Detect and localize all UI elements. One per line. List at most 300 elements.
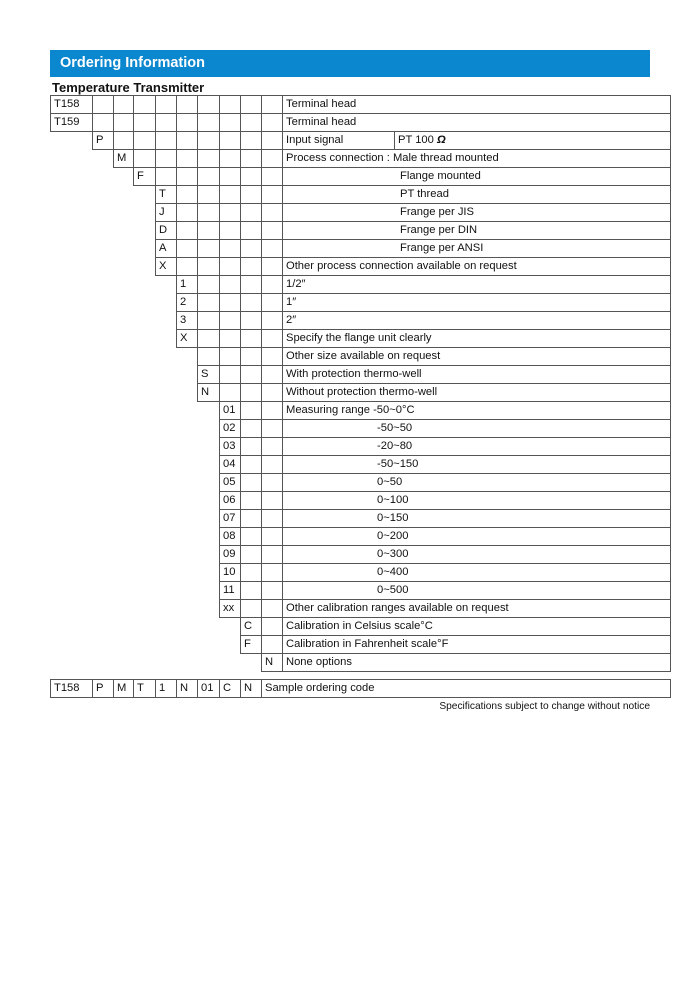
description-cell: Process connection : Male thread mounted [283, 150, 671, 168]
empty-cell [262, 564, 283, 582]
empty-cell [51, 348, 93, 366]
empty-cell [134, 222, 156, 240]
code-cell: N [198, 384, 220, 402]
empty-cell [198, 258, 220, 276]
empty-cell [51, 132, 93, 150]
empty-cell [198, 294, 220, 312]
empty-cell [241, 330, 262, 348]
empty-cell [134, 114, 156, 132]
empty-cell [93, 96, 114, 114]
empty-cell [156, 564, 177, 582]
empty-cell [134, 456, 156, 474]
empty-cell [262, 204, 283, 222]
empty-cell [156, 618, 177, 636]
empty-cell [177, 474, 198, 492]
empty-cell [241, 150, 262, 168]
description-cell: Measuring range -50~0°C [283, 402, 671, 420]
empty-cell [220, 258, 241, 276]
description-cell: 0~200 [283, 528, 671, 546]
empty-cell [51, 240, 93, 258]
empty-cell [51, 150, 93, 168]
empty-cell [114, 168, 134, 186]
sample-code-table [50, 679, 671, 698]
empty-cell [93, 330, 114, 348]
description-cell: Frange per DIN [283, 222, 671, 240]
empty-cell [177, 618, 198, 636]
empty-cell [114, 114, 134, 132]
empty-cell [93, 600, 114, 618]
empty-cell [262, 582, 283, 600]
empty-cell [51, 546, 93, 564]
empty-cell [198, 564, 220, 582]
table-row [51, 204, 671, 222]
empty-cell [177, 96, 198, 114]
empty-cell [262, 114, 283, 132]
empty-cell [114, 204, 134, 222]
empty-cell [241, 240, 262, 258]
empty-cell [134, 636, 156, 654]
sample-code-cell: N [177, 680, 198, 698]
empty-cell [241, 186, 262, 204]
empty-cell [241, 582, 262, 600]
empty-cell [262, 402, 283, 420]
description-cell: -50~150 [283, 456, 671, 474]
code-cell: 06 [220, 492, 241, 510]
section-banner [50, 50, 650, 77]
empty-cell [134, 510, 156, 528]
empty-cell [241, 222, 262, 240]
table-row [51, 348, 671, 366]
empty-cell [93, 654, 114, 672]
table-row [51, 546, 671, 564]
empty-cell [177, 420, 198, 438]
code-cell: 05 [220, 474, 241, 492]
empty-cell [114, 456, 134, 474]
empty-cell [177, 438, 198, 456]
empty-cell [262, 276, 283, 294]
empty-cell [241, 564, 262, 582]
empty-cell [93, 258, 114, 276]
empty-cell [177, 402, 198, 420]
empty-cell [220, 132, 241, 150]
empty-cell [241, 114, 262, 132]
empty-cell [51, 186, 93, 204]
empty-cell [262, 636, 283, 654]
empty-cell [198, 618, 220, 636]
empty-cell [156, 546, 177, 564]
empty-cell [156, 510, 177, 528]
empty-cell [114, 420, 134, 438]
empty-cell [51, 222, 93, 240]
empty-cell [51, 366, 93, 384]
table-row [51, 438, 671, 456]
table-row [51, 366, 671, 384]
code-cell: 3 [177, 312, 198, 330]
empty-cell [114, 492, 134, 510]
empty-cell [134, 150, 156, 168]
description-cell: Other process connection available on request [283, 258, 671, 276]
empty-cell [198, 222, 220, 240]
empty-cell [241, 312, 262, 330]
empty-cell [241, 456, 262, 474]
empty-cell [156, 420, 177, 438]
empty-cell [93, 438, 114, 456]
table-row [51, 600, 671, 618]
empty-cell [93, 348, 114, 366]
empty-cell [262, 294, 283, 312]
code-cell: A [156, 240, 177, 258]
code-cell: F [134, 168, 156, 186]
empty-cell [241, 546, 262, 564]
empty-cell [93, 186, 114, 204]
empty-cell [156, 456, 177, 474]
empty-cell [134, 420, 156, 438]
empty-cell [198, 276, 220, 294]
table-row [51, 456, 671, 474]
empty-cell [134, 474, 156, 492]
empty-cell [198, 654, 220, 672]
empty-cell [198, 438, 220, 456]
empty-cell [134, 582, 156, 600]
empty-cell [51, 600, 93, 618]
empty-cell [262, 438, 283, 456]
empty-cell [114, 564, 134, 582]
table-row [51, 258, 671, 276]
empty-cell [241, 510, 262, 528]
empty-cell [198, 240, 220, 258]
empty-cell [220, 150, 241, 168]
empty-cell [220, 618, 241, 636]
table-row [51, 312, 671, 330]
empty-cell [177, 348, 198, 366]
empty-cell [177, 564, 198, 582]
empty-cell [51, 330, 93, 348]
empty-cell [262, 600, 283, 618]
empty-cell [93, 114, 114, 132]
description-cell: Terminal head [283, 114, 671, 132]
empty-cell [93, 546, 114, 564]
empty-cell [220, 294, 241, 312]
empty-cell [156, 654, 177, 672]
empty-cell [262, 546, 283, 564]
empty-cell [114, 186, 134, 204]
empty-cell [114, 276, 134, 294]
code-cell: 03 [220, 438, 241, 456]
empty-cell [156, 384, 177, 402]
table-row [51, 492, 671, 510]
code-cell: 2 [177, 294, 198, 312]
table-row [51, 240, 671, 258]
sample-code-cell: P [93, 680, 114, 698]
empty-cell [156, 474, 177, 492]
empty-cell [198, 132, 220, 150]
ordering-code-table [50, 95, 671, 672]
empty-cell [198, 636, 220, 654]
code-cell: T158 [51, 96, 93, 114]
empty-cell [114, 96, 134, 114]
empty-cell [262, 420, 283, 438]
empty-cell [241, 402, 262, 420]
code-cell: C [241, 618, 262, 636]
empty-cell [241, 366, 262, 384]
empty-cell [93, 564, 114, 582]
table-row [51, 420, 671, 438]
empty-cell [177, 258, 198, 276]
empty-cell [156, 168, 177, 186]
code-cell [198, 348, 220, 366]
empty-cell [134, 600, 156, 618]
empty-cell [93, 366, 114, 384]
empty-cell [262, 186, 283, 204]
description-cell: Calibration in Celsius scale°C [283, 618, 671, 636]
empty-cell [134, 240, 156, 258]
description-cell: 0~400 [283, 564, 671, 582]
empty-cell [177, 132, 198, 150]
empty-cell [241, 474, 262, 492]
table-row [51, 618, 671, 636]
table-row [51, 564, 671, 582]
empty-cell [156, 114, 177, 132]
empty-cell [114, 222, 134, 240]
empty-cell [262, 222, 283, 240]
empty-cell [177, 528, 198, 546]
description-cell: Calibration in Fahrenheit scale°F [283, 636, 671, 654]
empty-cell [177, 114, 198, 132]
empty-cell [156, 312, 177, 330]
empty-cell [51, 168, 93, 186]
table-row [51, 510, 671, 528]
empty-cell [156, 348, 177, 366]
empty-cell [177, 510, 198, 528]
code-cell: 02 [220, 420, 241, 438]
table-row [51, 150, 671, 168]
ohm-symbol: Ω [436, 134, 446, 146]
empty-cell [156, 438, 177, 456]
empty-cell [51, 510, 93, 528]
table-row [51, 330, 671, 348]
empty-cell [220, 240, 241, 258]
empty-cell [241, 420, 262, 438]
sample-code-cell: C [220, 680, 241, 698]
code-cell: D [156, 222, 177, 240]
table-row [51, 186, 671, 204]
empty-cell [241, 348, 262, 366]
empty-cell [198, 456, 220, 474]
description-cell: Frange per ANSI [283, 240, 671, 258]
empty-cell [51, 384, 93, 402]
description-cell: Other calibration ranges available on request [283, 600, 671, 618]
empty-cell [51, 474, 93, 492]
empty-cell [93, 240, 114, 258]
description-cell: PT thread [283, 186, 671, 204]
empty-cell [51, 492, 93, 510]
empty-cell [114, 600, 134, 618]
empty-cell [134, 186, 156, 204]
empty-cell [93, 294, 114, 312]
empty-cell [177, 240, 198, 258]
empty-cell [241, 204, 262, 222]
description-cell: 0~50 [283, 474, 671, 492]
empty-cell [51, 420, 93, 438]
empty-cell [134, 348, 156, 366]
empty-cell [262, 618, 283, 636]
empty-cell [198, 168, 220, 186]
empty-cell [114, 474, 134, 492]
empty-cell [241, 492, 262, 510]
table-row [51, 168, 671, 186]
empty-cell [198, 600, 220, 618]
description-cell: 0~150 [283, 510, 671, 528]
table-row [51, 276, 671, 294]
empty-cell [156, 528, 177, 546]
empty-cell [177, 600, 198, 618]
empty-cell [241, 384, 262, 402]
table-row [51, 114, 671, 132]
code-cell: 10 [220, 564, 241, 582]
empty-cell [93, 474, 114, 492]
empty-cell [134, 258, 156, 276]
empty-cell [220, 330, 241, 348]
empty-cell [177, 204, 198, 222]
empty-cell [262, 510, 283, 528]
code-cell: T159 [51, 114, 93, 132]
empty-cell [241, 168, 262, 186]
empty-cell [114, 330, 134, 348]
empty-cell [51, 312, 93, 330]
empty-cell [177, 582, 198, 600]
empty-cell [134, 492, 156, 510]
description-cell: 0~300 [283, 546, 671, 564]
empty-cell [241, 528, 262, 546]
empty-cell [262, 492, 283, 510]
empty-cell [114, 294, 134, 312]
empty-cell [262, 258, 283, 276]
empty-cell [134, 276, 156, 294]
code-cell: X [177, 330, 198, 348]
empty-cell [156, 636, 177, 654]
empty-cell [51, 204, 93, 222]
empty-cell [134, 132, 156, 150]
code-cell: T [156, 186, 177, 204]
description-cell: 0~500 [283, 582, 671, 600]
empty-cell [262, 132, 283, 150]
code-cell: 09 [220, 546, 241, 564]
code-cell: P [93, 132, 114, 150]
empty-cell [220, 384, 241, 402]
empty-cell [114, 366, 134, 384]
empty-cell [198, 204, 220, 222]
empty-cell [134, 96, 156, 114]
empty-cell [177, 222, 198, 240]
empty-cell [177, 546, 198, 564]
empty-cell [134, 204, 156, 222]
description-cell: Without protection thermo-well [283, 384, 671, 402]
empty-cell [134, 366, 156, 384]
empty-cell [241, 132, 262, 150]
empty-cell [114, 582, 134, 600]
empty-cell [220, 222, 241, 240]
empty-cell [220, 186, 241, 204]
empty-cell [156, 582, 177, 600]
empty-cell [262, 384, 283, 402]
empty-cell [241, 600, 262, 618]
empty-cell [156, 600, 177, 618]
empty-cell [262, 348, 283, 366]
sample-label: Sample ordering code [262, 680, 671, 698]
code-cell: 07 [220, 510, 241, 528]
empty-cell [198, 528, 220, 546]
empty-cell [198, 510, 220, 528]
empty-cell [198, 312, 220, 330]
empty-cell [114, 546, 134, 564]
empty-cell [262, 474, 283, 492]
empty-cell [156, 276, 177, 294]
empty-cell [134, 402, 156, 420]
empty-cell [93, 510, 114, 528]
empty-cell [262, 312, 283, 330]
empty-cell [51, 636, 93, 654]
table-row [51, 654, 671, 672]
empty-cell [262, 240, 283, 258]
code-cell: 04 [220, 456, 241, 474]
description-cell: Frange per JIS [283, 204, 671, 222]
empty-cell [114, 528, 134, 546]
empty-cell [134, 546, 156, 564]
empty-cell [241, 258, 262, 276]
empty-cell [177, 456, 198, 474]
description-cell: Flange mounted [283, 168, 671, 186]
code-cell: 01 [220, 402, 241, 420]
empty-cell [241, 654, 262, 672]
empty-cell [51, 438, 93, 456]
empty-cell [134, 618, 156, 636]
empty-cell [220, 366, 241, 384]
description-cell: Input signal [283, 132, 395, 150]
empty-cell [156, 402, 177, 420]
empty-cell [262, 168, 283, 186]
description-cell: 1″ [283, 294, 671, 312]
empty-cell [241, 96, 262, 114]
code-cell: F [241, 636, 262, 654]
empty-cell [220, 654, 241, 672]
empty-cell [177, 150, 198, 168]
empty-cell [156, 330, 177, 348]
empty-cell [93, 528, 114, 546]
empty-cell [114, 312, 134, 330]
empty-cell [114, 258, 134, 276]
empty-cell [134, 294, 156, 312]
empty-cell [114, 384, 134, 402]
empty-cell [262, 528, 283, 546]
empty-cell [134, 654, 156, 672]
empty-cell [262, 366, 283, 384]
empty-cell [134, 384, 156, 402]
description-cell: Terminal head [283, 96, 671, 114]
empty-cell [177, 366, 198, 384]
empty-cell [114, 618, 134, 636]
table-row [51, 222, 671, 240]
empty-cell [93, 276, 114, 294]
empty-cell [220, 348, 241, 366]
description-cell: Other size available on request [283, 348, 671, 366]
empty-cell [198, 420, 220, 438]
empty-cell [198, 474, 220, 492]
empty-cell [51, 402, 93, 420]
code-cell: N [262, 654, 283, 672]
sample-code-cell: T158 [51, 680, 93, 698]
empty-cell [51, 564, 93, 582]
table-row [51, 294, 671, 312]
